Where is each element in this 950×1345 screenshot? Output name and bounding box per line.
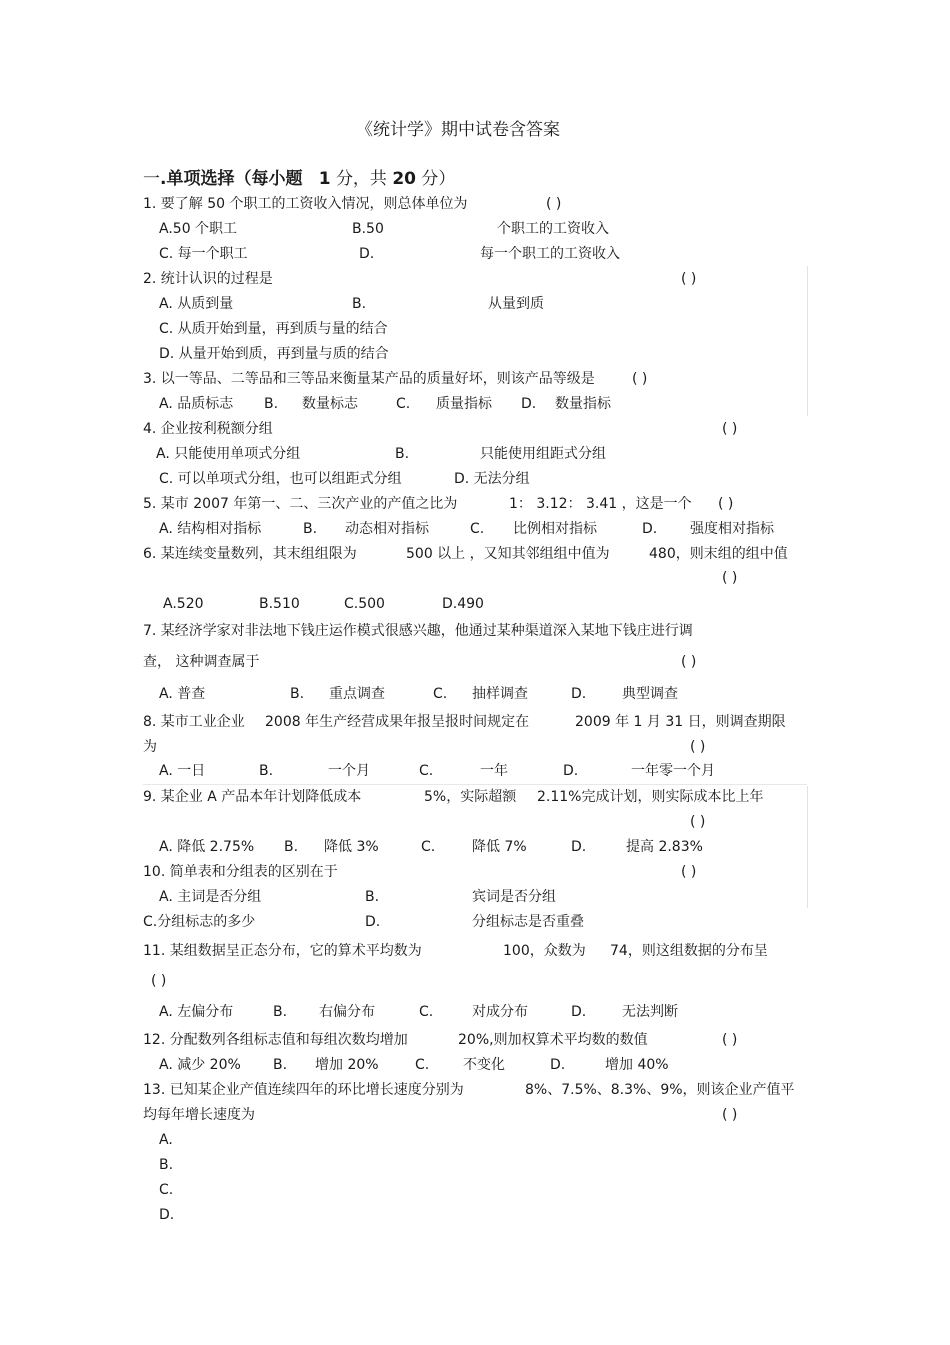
question-10-option-d: D. [365, 914, 381, 930]
question-7-stem-line-2: 查， 这种调查属于 [143, 654, 260, 670]
question-7-option-b: B. [290, 686, 305, 702]
section-unit-1: 分，共 [335, 169, 387, 189]
question-8-option-d-text: 一年零一个月 [631, 763, 715, 779]
scan-border-line [143, 784, 807, 785]
question-13-option-a: A. [159, 1132, 173, 1148]
question-9-option-d-text: 提高 2.83% [626, 839, 703, 855]
question-10-stem: 10. 简单表和分组表的区别在于 [143, 864, 338, 880]
section-prefix: 一 [143, 169, 160, 189]
question-8-stem: 8. 某市工业企业 [143, 714, 245, 730]
question-11-answer-paren: ( ) [151, 973, 167, 989]
question-5-option-d-text: 强度相对指标 [690, 521, 774, 537]
question-3-option-c-text: 质量指标 [436, 396, 492, 412]
question-11-option-a: A. 左偏分布 [159, 1004, 234, 1020]
question-11-option-c-text: 对成分布 [472, 1004, 528, 1020]
question-1-option-a: A.50 个职工 [159, 221, 238, 237]
question-5-answer-paren: ( ) [718, 496, 734, 512]
question-3-option-c: C. [396, 396, 411, 412]
question-5-option-c-text: 比例相对指标 [513, 521, 597, 537]
question-7-stem: 7. 某经济学家对非法地下钱庄运作模式很感兴趣，他通过某种渠道深入某地下钱庄进行调 [143, 623, 693, 639]
question-10-option-b-text: 宾词是否分组 [472, 889, 556, 905]
question-10-option-d-text: 分组标志是否重叠 [472, 914, 584, 930]
question-3-stem: 3. 以一等品、二等品和三等品来衡量某产品的质量好坏，则该产品等级是 [143, 371, 595, 387]
question-2-option-c: C. 从质开始到量，再到质与量的结合 [159, 321, 388, 337]
question-8-option-b-text: 一个月 [328, 763, 370, 779]
question-11-stem-part-2: 100，众数为 [503, 943, 586, 959]
question-9-option-c-text: 降低 7% [472, 839, 527, 855]
question-8-option-c-text: 一年 [480, 763, 508, 779]
question-8-option-a: A. 一日 [159, 763, 206, 779]
question-10-option-b: B. [365, 889, 380, 905]
question-11-stem-part-3: 74，则这组数据的分布呈 [610, 943, 768, 959]
question-2-option-a: A. 从质到量 [159, 296, 234, 312]
question-9-option-c: C. [421, 839, 436, 855]
question-9-option-b-text: 降低 3% [324, 839, 379, 855]
question-13-option-c: C. [159, 1182, 174, 1198]
question-6-option-a: A.520 [163, 596, 204, 612]
question-2-option-b-text: 从量到质 [488, 296, 544, 312]
question-11-option-d-text: 无法判断 [622, 1004, 678, 1020]
question-8-stem-line-2: 为 [143, 739, 157, 755]
question-12-option-d: D. [550, 1057, 566, 1073]
question-4-option-d: D. 无法分组 [454, 471, 530, 487]
question-11-stem: 11. 某组数据呈正态分布，它的算术平均数为 [143, 943, 422, 959]
question-5-stem: 5. 某市 2007 年第一、二、三次产业的产值之比为 [143, 496, 458, 512]
question-1-option-d: D. [359, 246, 375, 262]
question-3-answer-paren: ( ) [632, 371, 648, 387]
question-3-option-a: A. 品质标志 [159, 396, 234, 412]
question-12-option-d-text: 增加 40% [605, 1057, 669, 1073]
page-title: 《统计学》期中试卷含答案 [356, 120, 560, 140]
question-1-stem: 1. 要了解 50 个职工的工资收入情况，则总体单位为 [143, 196, 468, 212]
question-9-stem-part-3: 2.11%完成计划，则实际成本比上年 [537, 789, 764, 805]
question-11-option-b: B. [273, 1004, 288, 1020]
question-5-stem-ratio: 1： 3.12： 3.41 ，这是一个 [509, 496, 692, 512]
question-13-stem-line-2: 均每年增长速度为 [143, 1107, 255, 1123]
question-5-option-a: A. 结构相对指标 [159, 521, 262, 537]
question-12-option-b-text: 增加 20% [315, 1057, 379, 1073]
question-3-option-d-text: 数量指标 [555, 396, 611, 412]
question-13-option-d: D. [159, 1207, 175, 1223]
question-8-stem-part-3: 2009 年 1 月 31 日，则调查期限 [575, 714, 786, 730]
question-6-answer-paren: ( ) [722, 570, 738, 586]
question-7-option-a: A. 普查 [159, 686, 206, 702]
question-3-option-d: D. [521, 396, 537, 412]
question-12-answer-paren: ( ) [722, 1032, 738, 1048]
question-5-option-b-text: 动态相对指标 [345, 521, 429, 537]
question-13-stem-part-2: 8%、7.5%、8.3%、9%，则该企业产值平 [525, 1082, 795, 1098]
scan-border-line [807, 786, 808, 908]
question-3-option-b-text: 数量标志 [302, 396, 358, 412]
question-10-answer-paren: ( ) [681, 864, 697, 880]
question-4-answer-paren: ( ) [722, 421, 738, 437]
question-12-option-c-text: 不变化 [463, 1057, 505, 1073]
question-4-option-a: A. 只能使用单项式分组 [156, 446, 301, 462]
question-12-stem-part-2: 20%,则加权算术平均数的数值 [458, 1032, 648, 1048]
question-12-stem: 12. 分配数列各组标志值和每组次数均增加 [143, 1032, 408, 1048]
section-name: .单项选择（每小题 [160, 169, 303, 189]
question-13-option-b: B. [159, 1157, 174, 1173]
question-9-answer-paren: ( ) [690, 814, 706, 830]
question-8-option-c: C. [419, 763, 434, 779]
question-8-stem-part-2: 2008 年生产经营成果年报呈报时间规定在 [265, 714, 530, 730]
question-8-answer-paren: ( ) [690, 739, 706, 755]
question-1-option-c: C. 每一个职工 [159, 246, 248, 262]
question-6-stem-part-3: 480，则末组的组中值 [649, 546, 788, 562]
question-12-option-a: A. 减少 20% [159, 1057, 241, 1073]
question-10-option-a: A. 主词是否分组 [159, 889, 262, 905]
question-11-option-b-text: 右偏分布 [319, 1004, 375, 1020]
question-7-answer-paren: ( ) [681, 654, 697, 670]
question-11-option-c: C. [419, 1004, 434, 1020]
question-7-option-b-text: 重点调查 [329, 686, 385, 702]
question-2-option-b: B. [352, 296, 367, 312]
question-5-option-d: D. [642, 521, 658, 537]
question-1-option-b: B.50 [352, 221, 384, 237]
question-2-answer-paren: ( ) [681, 271, 697, 287]
question-9-stem: 9. 某企业 A 产品本年计划降低成本 [143, 789, 362, 805]
section-points-each: 1 [318, 169, 331, 189]
question-13-stem: 13. 已知某企业产值连续四年的环比增长速度分别为 [143, 1082, 464, 1098]
question-13-answer-paren: ( ) [722, 1107, 738, 1123]
question-7-option-c: C. [433, 686, 448, 702]
question-6-stem: 6. 某连续变量数列，其末组组限为 [143, 546, 357, 562]
question-1-option-d-text: 每一个职工的工资收入 [480, 246, 620, 262]
question-1-answer-paren: ( ) [546, 196, 562, 212]
question-6-stem-part-2: 500 以上 ，又知其邻组组中值为 [406, 546, 610, 562]
question-1-option-b-text: 个职工的工资收入 [497, 221, 609, 237]
section-points-total: 20 [392, 169, 417, 189]
question-3-option-b: B. [264, 396, 279, 412]
question-9-stem-part-2: 5%，实际超额 [424, 789, 517, 805]
question-4-option-c: C. 可以单项式分组，也可以组距式分组 [159, 471, 402, 487]
scan-border-line [807, 266, 808, 416]
question-5-option-c: C. [470, 521, 485, 537]
question-5-option-b: B. [303, 521, 318, 537]
question-9-option-b: B. [284, 839, 299, 855]
question-12-option-b: B. [273, 1057, 288, 1073]
question-11-option-d: D. [571, 1004, 587, 1020]
section-heading [143, 170, 455, 188]
question-7-option-c-text: 抽样调查 [472, 686, 528, 702]
question-9-option-a: A. 降低 2.75% [159, 839, 255, 855]
question-9-option-d: D. [571, 839, 587, 855]
question-12-option-c: C. [415, 1057, 430, 1073]
question-6-option-c: C.500 [344, 596, 385, 612]
question-4-stem: 4. 企业按利税额分组 [143, 421, 273, 437]
question-4-option-b-text: 只能使用组距式分组 [480, 446, 606, 462]
question-8-option-b: B. [259, 763, 274, 779]
question-7-option-d-text: 典型调查 [622, 686, 678, 702]
question-4-option-b: B. [395, 446, 410, 462]
question-6-option-b: B.510 [259, 596, 300, 612]
question-10-option-c: C.分组标志的多少 [143, 914, 256, 930]
section-unit-2: 分） [421, 169, 456, 189]
question-2-option-d: D. 从量开始到质，再到量与质的结合 [159, 346, 389, 362]
question-6-option-d: D.490 [442, 596, 484, 612]
question-8-option-d: D. [563, 763, 579, 779]
question-7-option-d: D. [571, 686, 587, 702]
question-2-stem: 2. 统计认识的过程是 [143, 271, 273, 287]
